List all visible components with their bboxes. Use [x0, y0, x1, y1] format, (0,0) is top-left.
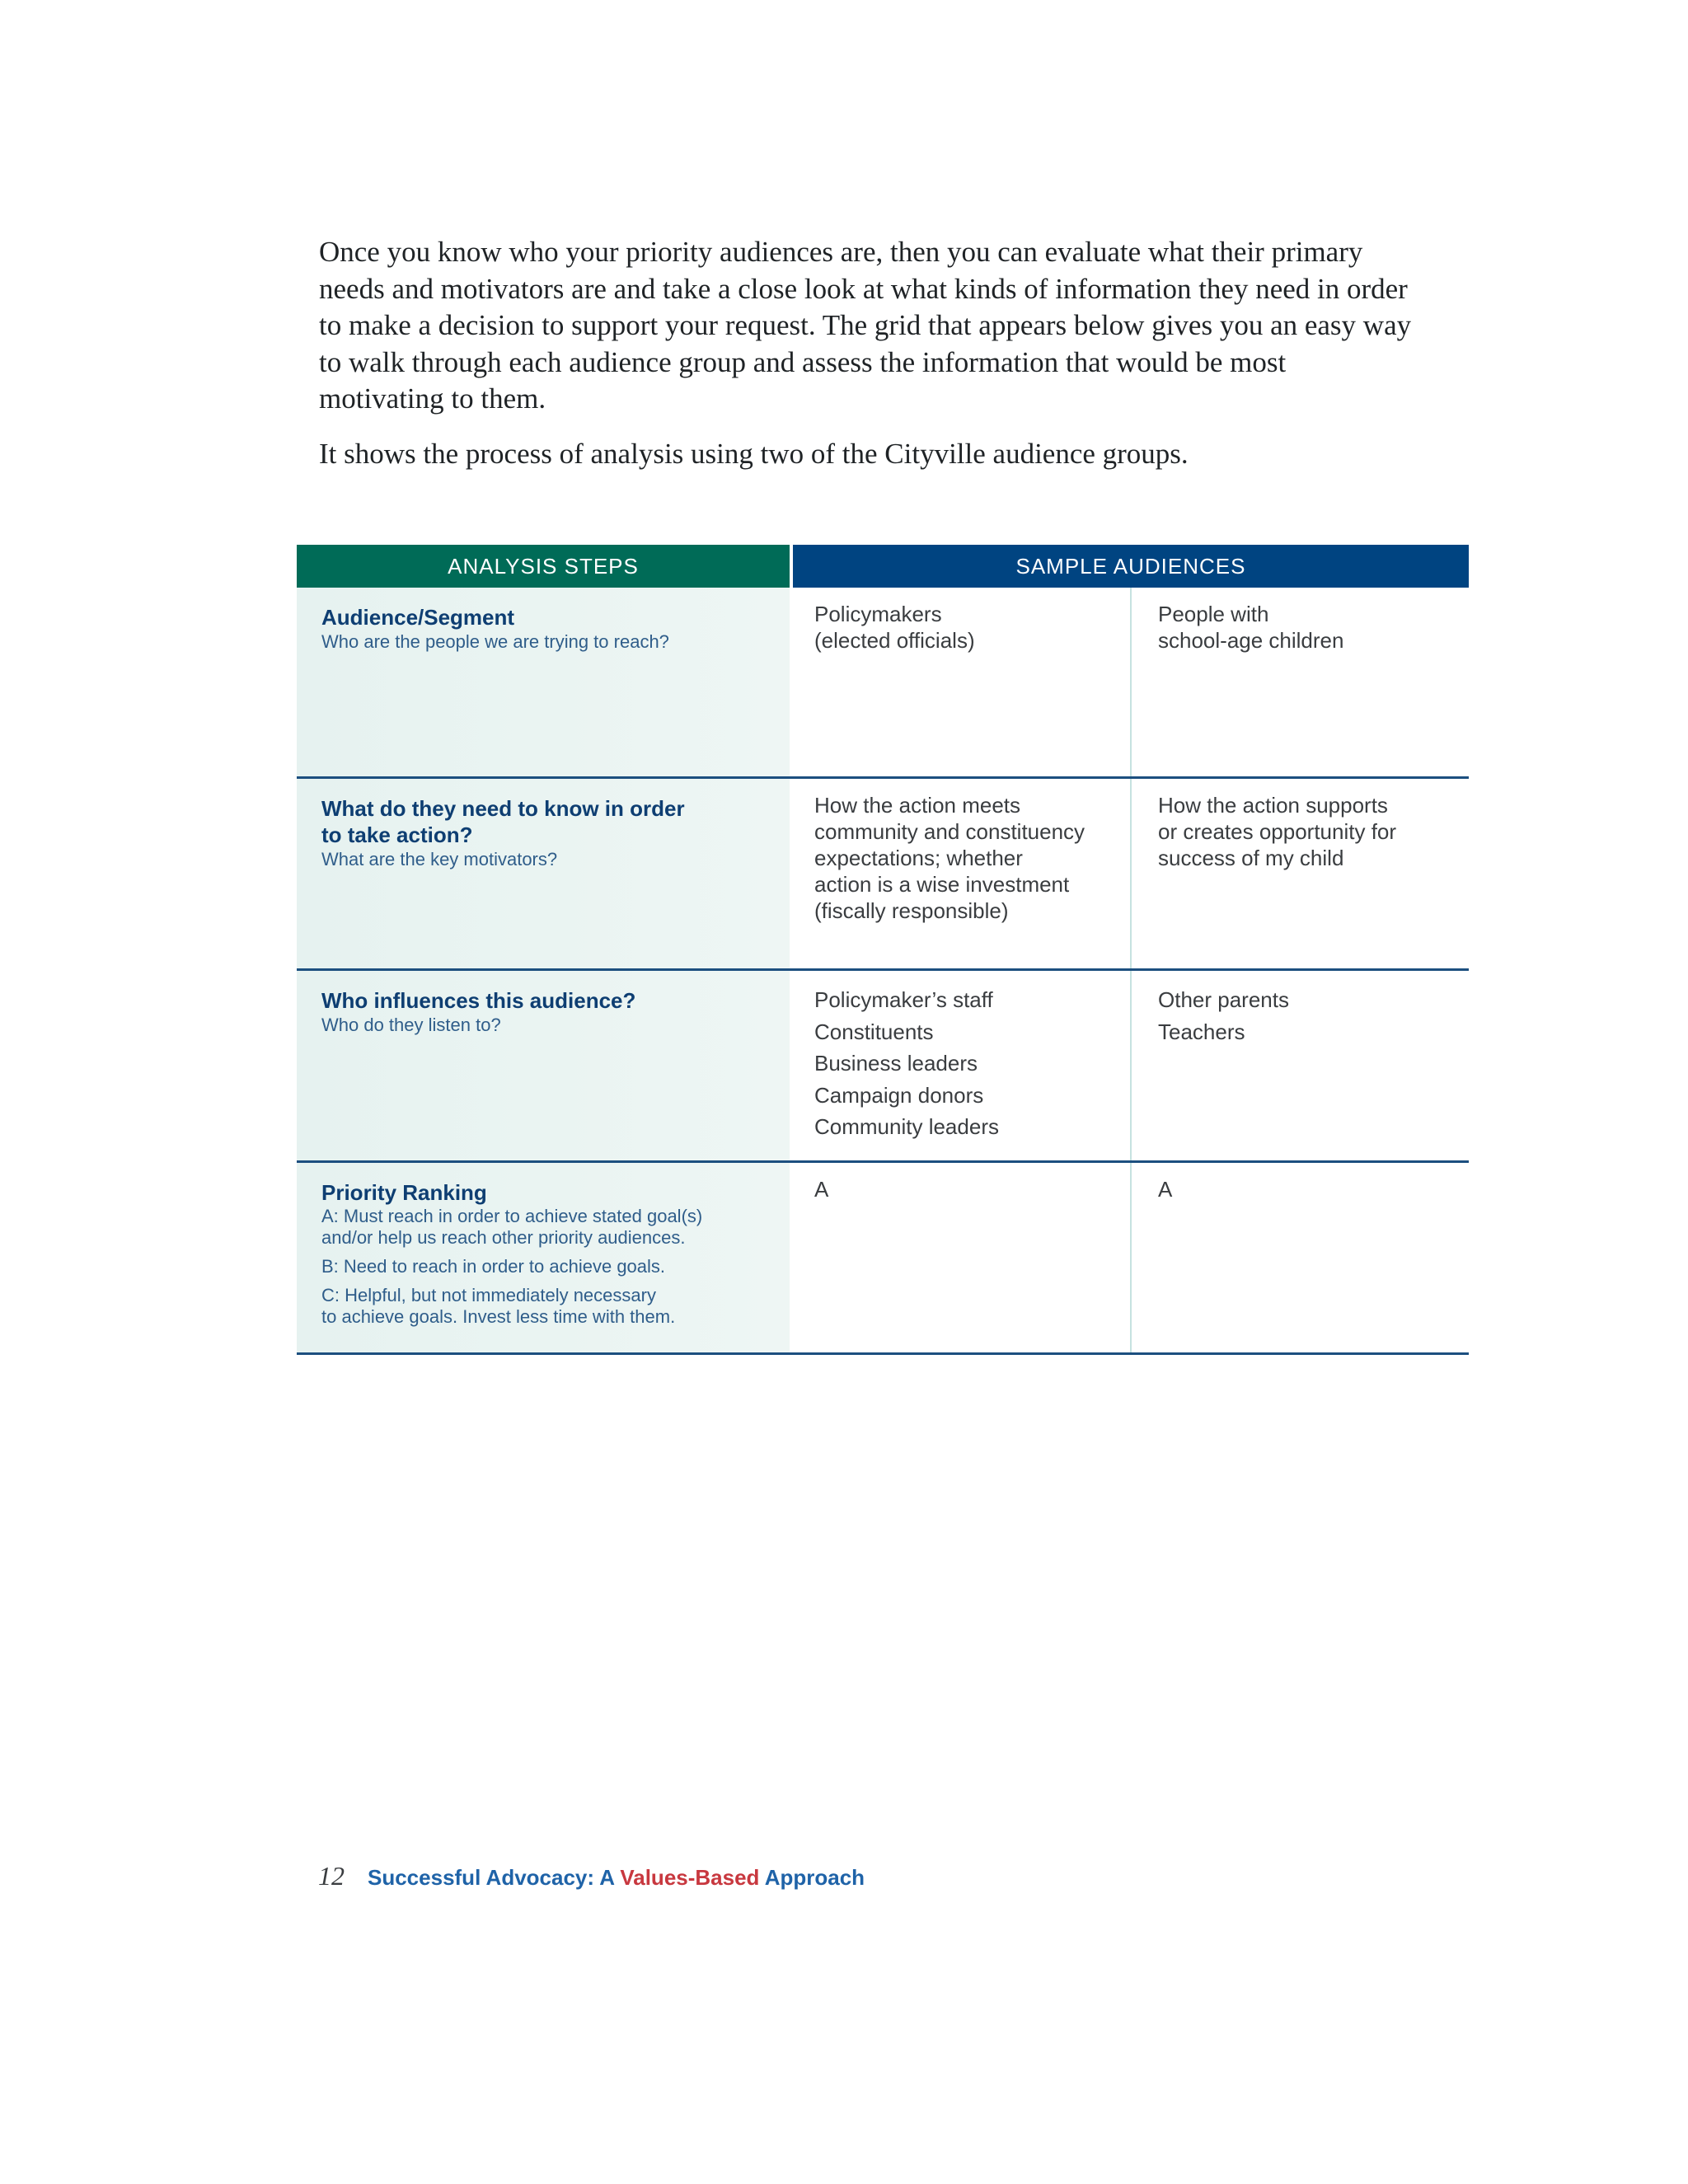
step-subtitle: Who are the people we are trying to reach? [321, 631, 669, 652]
step-cell [297, 588, 790, 776]
rank-value: A [814, 1177, 829, 1202]
page-footer [318, 1861, 865, 1891]
step-title: Priority Ranking [321, 1180, 487, 1205]
step-title: Who influences this audience? [321, 988, 636, 1013]
list-item: Community leaders [814, 1114, 999, 1139]
list-item: Campaign donors [814, 1082, 984, 1108]
rank-definition-c: C: Helpful, but not immediately necessary to achieve goals. Invest less time with them. [321, 1285, 676, 1327]
audience-cell-policymakers [790, 1163, 1132, 1352]
audience-cell-policymakers [790, 971, 1132, 1160]
grid-row-priority-ranking [297, 1163, 1469, 1355]
cell-text: How the action supports or creates opportunity for success of my child [1158, 793, 1397, 870]
grid-header [297, 545, 1469, 588]
intro-paragraph-2: It shows the process of analysis using two of the Cityville audience groups. [319, 437, 1189, 470]
page-number: 12 [318, 1861, 345, 1891]
cell-text: Policymakers (elected officials) [814, 602, 975, 653]
step-title: Audience/Segment [321, 605, 515, 630]
audience-cell-policymakers [790, 588, 1132, 776]
step-subtitle: Who do they listen to? [321, 1015, 501, 1035]
audience-cell-parents [1132, 588, 1469, 776]
audience-cell-policymakers [790, 779, 1132, 968]
publication-title-highlight: Values-Based [620, 1865, 760, 1890]
audience-cell-parents [1132, 971, 1469, 1160]
cell-text: How the action meets community and constituency expectations; whether action is a wise investment (fiscally responsible) [814, 793, 1085, 923]
rank-definition-a: A: Must reach in order to achieve stated goal(s) and/or help us reach other priority audiences. [321, 1206, 703, 1248]
list-item: Business leaders [814, 1051, 978, 1076]
list-item: Policymaker’s staff [814, 987, 993, 1012]
list-item: Other parents [1158, 987, 1289, 1012]
grid-row-audience-segment [297, 588, 1469, 779]
rank-value: A [1158, 1177, 1173, 1202]
grid-row-need-to-know [297, 779, 1469, 971]
list-item: Teachers [1158, 1019, 1245, 1044]
rank-definition-b: B: Need to reach in order to achieve goals. [321, 1256, 666, 1277]
header-analysis-steps: ANALYSIS STEPS [297, 545, 793, 588]
step-cell [297, 779, 790, 968]
step-subtitle: What are the key motivators? [321, 849, 558, 869]
cell-text: People with school-age children [1158, 602, 1344, 653]
step-title: What do they need to know in order to take action? [321, 796, 685, 847]
list-item: Constituents [814, 1019, 934, 1044]
audience-cell-parents [1132, 779, 1469, 968]
step-cell [297, 1163, 790, 1352]
step-cell [297, 971, 790, 1160]
header-sample-audiences: SAMPLE AUDIENCES [793, 545, 1469, 588]
intro-text [319, 234, 1415, 490]
grid-row-influencers [297, 971, 1469, 1163]
publication-title-part-2: Approach [759, 1865, 865, 1890]
intro-paragraph-1: Once you know who your priority audiences are, then you can evaluate what their primary needs and motivators are and take a close look at what kinds of information they need in order to make a decision to support your request. The grid that appears below gives you an easy way to walk through each audience group and assess the information that would be most motivating to them. [319, 236, 1412, 415]
audience-cell-parents [1132, 1163, 1469, 1352]
audience-analysis-grid [297, 545, 1469, 1355]
publication-title [368, 1865, 865, 1891]
publication-title-part-1: Successful Advocacy: A [368, 1865, 621, 1890]
